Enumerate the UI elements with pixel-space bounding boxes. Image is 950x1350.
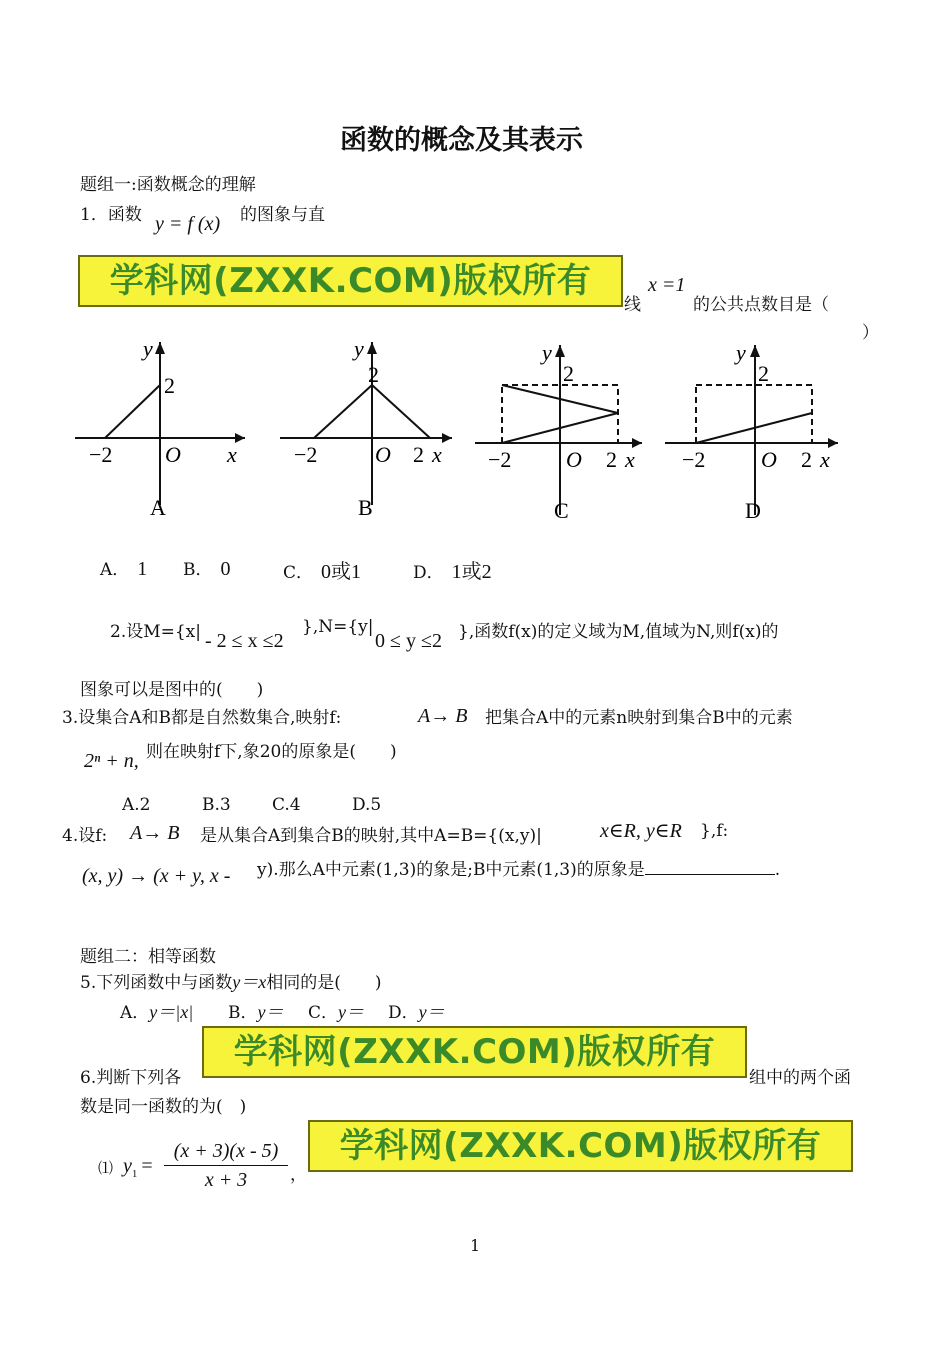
q6-item1-fraction [164,1140,288,1192]
y-axis-label: y [736,340,746,365]
q3-map: A→ B [418,705,468,727]
q5-option-d: D．y＝ [388,1002,445,1023]
page-number: 1 [470,1236,481,1255]
q1-option-a: A． 1 [100,558,148,580]
origin-label: O [375,442,391,467]
q4-part4: y).那么A中元素(1,3)的象是;B中元素(1,3)的原象是 . [257,860,781,880]
q3-option-b: B.3 [202,795,231,815]
q4-expr: (x, y) → (x + y, x - [82,865,231,887]
x-tick-neg: −2 [488,447,512,472]
graph-d [660,335,850,535]
q2-part1: 2.设M={x| [110,622,202,642]
y-tick: 2 [563,361,574,386]
origin-label: O [165,442,181,467]
q1-option-b: B． 0 [183,558,231,580]
copyright-banner: 学科网(ZXXK.COM)版权所有 [78,255,623,307]
graph-b [272,330,462,530]
q4-part2: 是从集合A到集合B的映射,其中A=B={(x,y)| [200,826,542,846]
q5-option-c: C．y＝ [308,1002,365,1023]
q2-ineq1: - 2 ≤ x ≤2 [205,630,284,652]
graph-a [65,330,255,530]
q3-part2: 把集合A中的元素n映射到集合B中的元素 [485,708,793,728]
q1-suffix: 的公共点数目是（ [693,295,829,315]
q2-part3: },函数f(x)的定义域为M,值域为N,则f(x)的 [458,622,779,642]
q3-option-a: A.2 [122,795,151,815]
q2-line2: 图象可以是图中的( ) [80,680,264,700]
q1-after-banner: 线 [624,295,641,315]
y-axis-label: y [143,336,153,361]
group2-heading: 题组二：相等函数 [80,947,216,967]
y-axis-label: y [354,336,364,361]
q2-part2: },N={y| [302,617,374,637]
graph-label: A [150,495,166,520]
origin-label: O [761,447,777,472]
x-axis-label: x [432,442,442,467]
q6-item1-lhs: $y_1$ = [123,1155,153,1180]
q1-func: y = f (x) [155,213,221,235]
q1-option-c: C． 0或1 [283,561,362,583]
fraction-denominator: x + 3 [204,1169,248,1191]
page-title: 函数的概念及其表示 [340,125,583,156]
x-axis-label: x [227,442,237,467]
q6-item1-label: ⑴ [98,1159,114,1177]
q3-part1: 3.设集合A和B都是自然数集合,映射f: [62,708,342,728]
q2-ineq2: 0 ≤ y ≤2 [375,630,442,652]
y-tick: 2 [164,373,175,398]
y-tick: 2 [368,362,379,387]
group1-heading: 题组一:函数概念的理解 [80,175,256,195]
q4-part1: 4.设f: [62,826,108,846]
fraction-numerator: (x + 3)(x - 5) [164,1140,288,1166]
q6-item1-comma: ， [290,1165,307,1185]
q5-line: 5.下列函数中与函数y＝x相同的是( ) [80,972,382,993]
q1-close: ） [862,323,879,343]
q4-part3: },f: [700,821,729,841]
x-tick-pos: 2 [413,442,424,467]
origin-label: O [566,447,582,472]
q1-prefix: 1．函数 [80,205,142,225]
q1-option-d: D． 1或2 [413,561,492,583]
graph-label: D [745,498,761,523]
q5-option-a: A．y＝|x| [120,1002,194,1023]
x-tick-neg: −2 [89,442,113,467]
q3-expr: 2ⁿ + n, [84,750,139,772]
graph-label: B [358,495,373,520]
q6-prefix: 6.判断下列各 [80,1068,182,1088]
q1-mid: 的图象与直 [240,205,325,225]
q1-line-eq: x =1 [648,274,686,296]
q3-part3: 则在映射f下,象20的原象是( ) [146,742,397,762]
copyright-banner-2: 学科网(ZXXK.COM)版权所有 [202,1026,747,1078]
q6-suffix: 组中的两个函 [749,1068,851,1088]
q6-line2: 数是同一函数的为( ) [80,1097,247,1117]
q3-option-d: D.5 [352,795,382,815]
x-tick-pos: 2 [801,447,812,472]
y-axis-label: y [542,340,552,365]
x-tick-neg: −2 [682,447,706,472]
q5-option-b: B．y＝ [228,1002,284,1023]
graph-a-line [105,385,160,438]
q4-map: A→ B [130,822,180,844]
q3-option-c: C.4 [272,795,301,815]
answer-blank[interactable] [645,860,775,875]
x-tick-neg: −2 [294,442,318,467]
graph-c [470,335,650,535]
x-axis-label: x [625,447,635,472]
x-tick-pos: 2 [606,447,617,472]
q4-set: x∈R, y∈R [600,820,682,842]
copyright-banner-3: 学科网(ZXXK.COM)版权所有 [308,1120,853,1172]
graph-label: C [554,498,569,523]
x-axis-label: x [820,447,830,472]
y-tick: 2 [758,361,769,386]
